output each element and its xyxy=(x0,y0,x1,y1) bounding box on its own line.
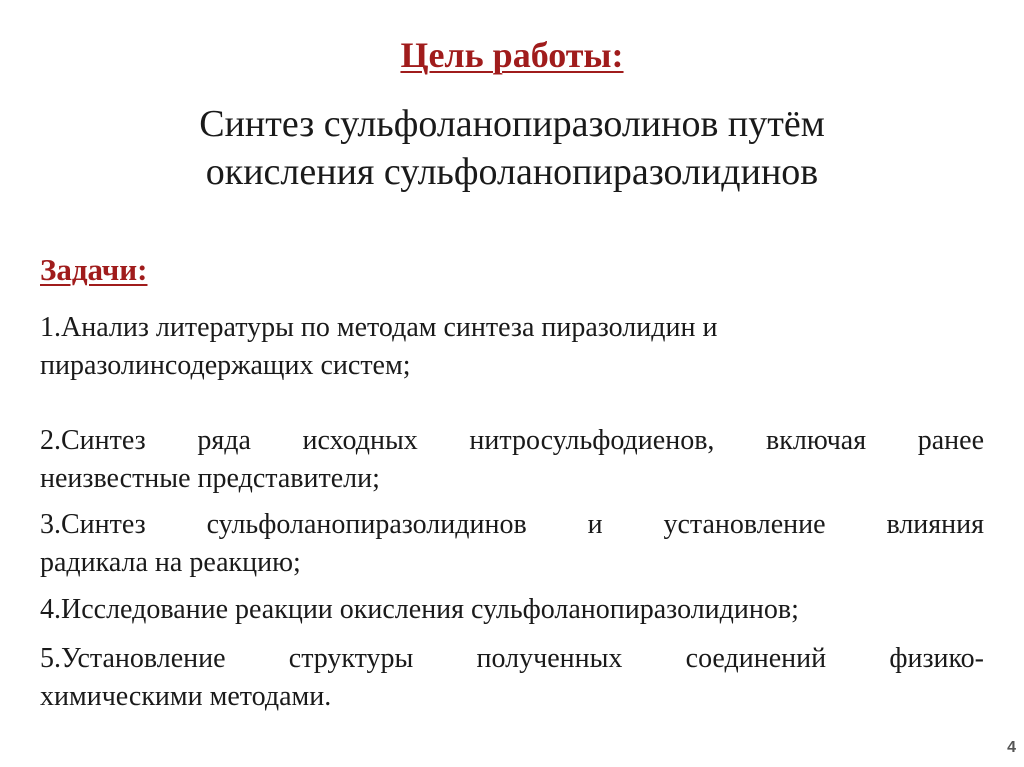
task-item-2 xyxy=(40,422,984,498)
goal-text-line-2: окисления сульфоланопиразолидинов xyxy=(205,151,819,193)
task-item-3-line-1: 3.Синтез сульфоланопиразолидинов и установление влияния xyxy=(40,509,984,540)
task-item-1 xyxy=(40,309,984,385)
goal-text xyxy=(0,100,1024,196)
task-item-2-line-2: неизвестные представители; xyxy=(40,463,380,494)
tasks-heading-text: Задачи: xyxy=(40,252,148,287)
goal-heading-text: Цель работы: xyxy=(400,35,624,75)
page-number: 4 xyxy=(1007,739,1016,756)
task-item-5-line-2: химическими методами. xyxy=(40,681,332,712)
goal-text-line-1: Синтез сульфоланопиразолинов путём xyxy=(199,103,825,145)
task-item-5-line-1: 5.Установление структуры полученных соединений физико- xyxy=(40,643,984,674)
task-item-1-line-2: пиразолинсодержащих систем; xyxy=(40,350,411,381)
task-item-4-line-1: 4.Исследование реакции окисления сульфоланопиразолидинов; xyxy=(40,594,799,625)
goal-heading xyxy=(0,34,1024,77)
tasks-heading xyxy=(40,251,147,288)
task-item-5 xyxy=(40,640,984,716)
task-item-3-line-2: радикала на реакцию; xyxy=(40,547,301,578)
task-item-4 xyxy=(40,591,984,629)
task-item-1-line-1: 1.Анализ литературы по методам синтеза пиразолидин и xyxy=(40,312,718,343)
task-item-2-line-1: 2.Синтез ряда исходных нитросульфодиенов, включая ранее xyxy=(40,425,984,456)
task-item-3 xyxy=(40,506,984,582)
